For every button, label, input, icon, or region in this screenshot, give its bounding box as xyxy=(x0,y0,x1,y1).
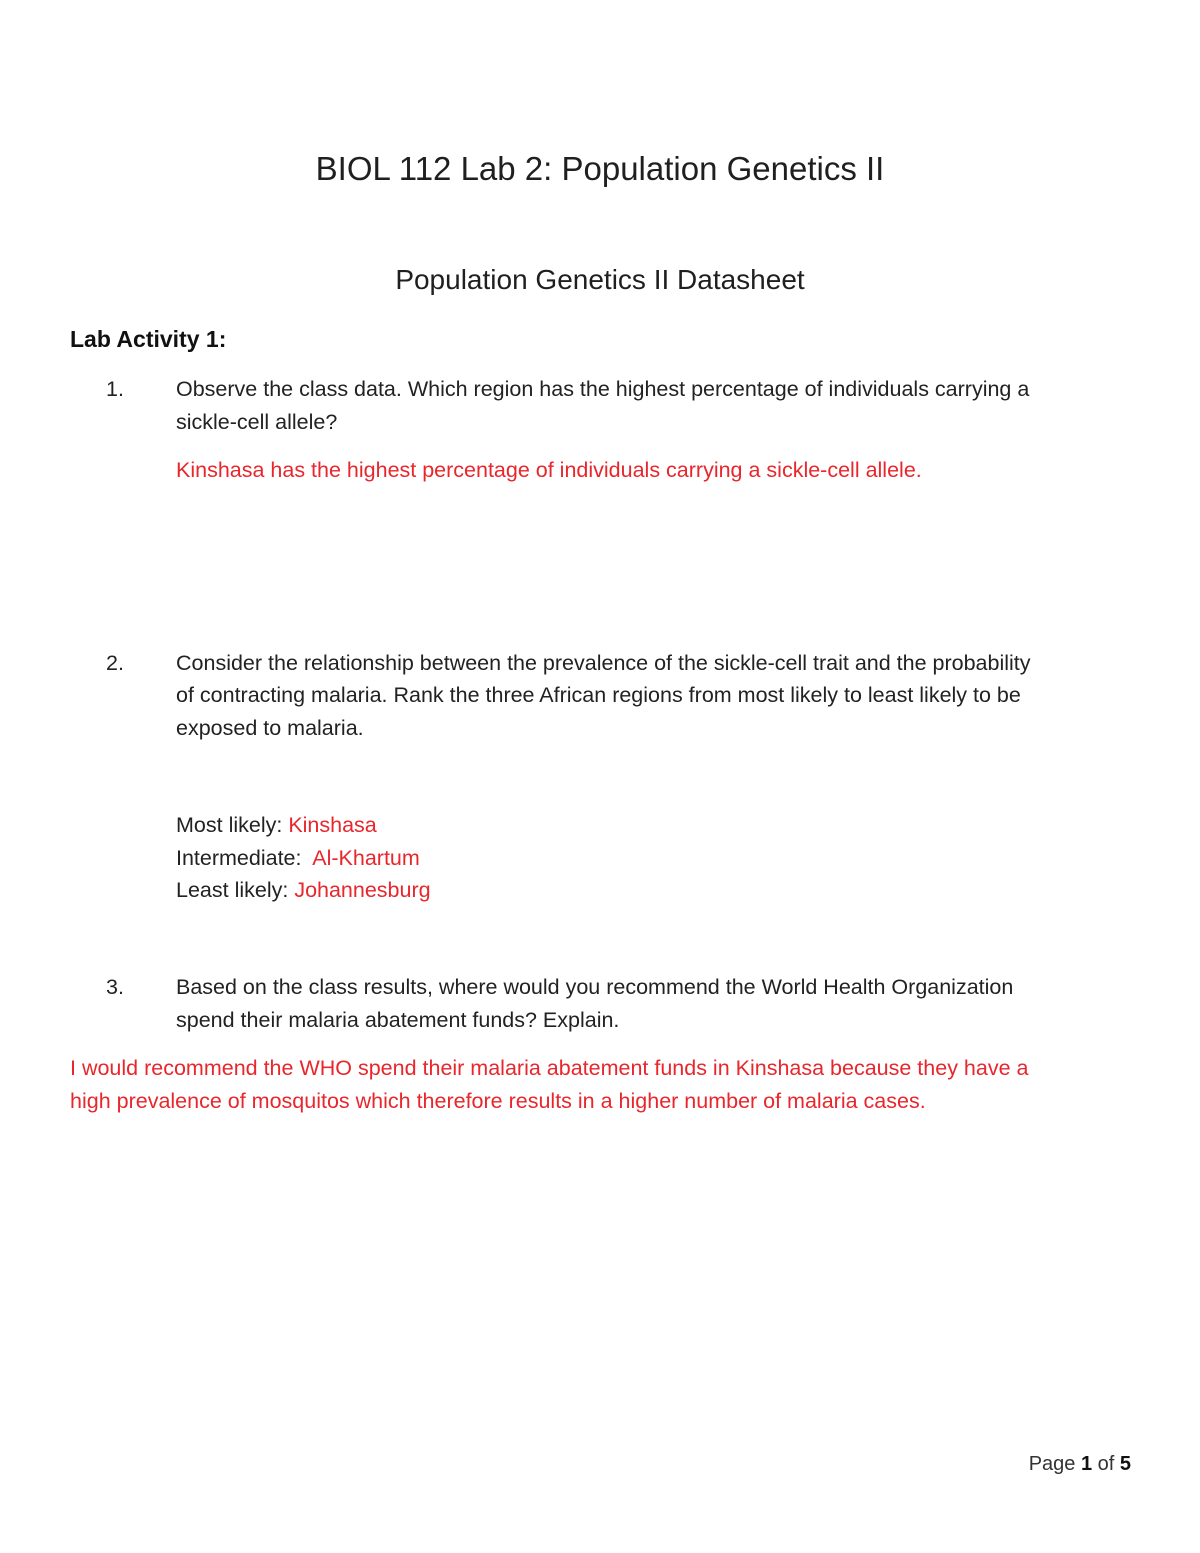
question-1-text-line-1: Observe the class data. Which region has the highest percentage of individuals carrying a xyxy=(176,377,1030,401)
ranking-value: Kinshasa xyxy=(288,813,377,837)
ranking-value: Al-Khartum xyxy=(312,845,420,870)
question-3-answer-line-2: high prevalence of mosquitos which therefore results in a higher number of malaria cases. xyxy=(70,1089,926,1113)
question-3-number: 3. xyxy=(106,975,124,999)
current-page: 1 xyxy=(1080,1453,1093,1475)
question-2-text-line-2: of contracting malaria. Rank the three African regions from most likely to least likely to be xyxy=(176,683,1021,707)
question-2-ranking xyxy=(176,809,431,907)
question-2-text-line-1: Consider the relationship between the prevalence of the sickle-cell trait and the probability xyxy=(176,651,1031,675)
total-pages: 5 xyxy=(1119,1453,1131,1475)
question-2-number: 2. xyxy=(106,651,124,675)
ranking-label: Intermediate: xyxy=(176,845,313,870)
question-3-text-line-2: spend their malaria abatement funds? Explain. xyxy=(176,1008,620,1032)
ranking-row-least-likely xyxy=(176,874,431,907)
question-3-answer-line-1: I would recommend the WHO spend their malaria abatement funds in Kinshasa because they have a xyxy=(70,1056,1029,1080)
section-heading: Lab Activity 1: xyxy=(70,326,227,352)
ranking-value: Johannesburg xyxy=(294,878,431,902)
question-1-text-line-2: sickle-cell allele? xyxy=(176,410,338,434)
question-1-answer: Kinshasa has the highest percentage of individuals carrying a sickle-cell allele. xyxy=(176,458,922,482)
question-1-number: 1. xyxy=(106,377,124,401)
document-subtitle: Population Genetics II Datasheet xyxy=(395,264,805,295)
ranking-label: Least likely: xyxy=(176,878,295,902)
ranking-row-intermediate xyxy=(176,842,431,875)
ranking-label: Most likely: xyxy=(176,813,289,837)
page-word: Page xyxy=(1028,1453,1081,1475)
question-3-text-line-1: Based on the class results, where would you recommend the World Health Organization xyxy=(176,975,1014,999)
document-title: BIOL 112 Lab 2: Population Genetics II xyxy=(315,150,885,187)
of-word: of xyxy=(1092,1453,1120,1475)
question-2-text-line-3: exposed to malaria. xyxy=(176,716,364,740)
ranking-row-most-likely xyxy=(176,809,431,842)
page-number xyxy=(1029,1448,1131,1480)
